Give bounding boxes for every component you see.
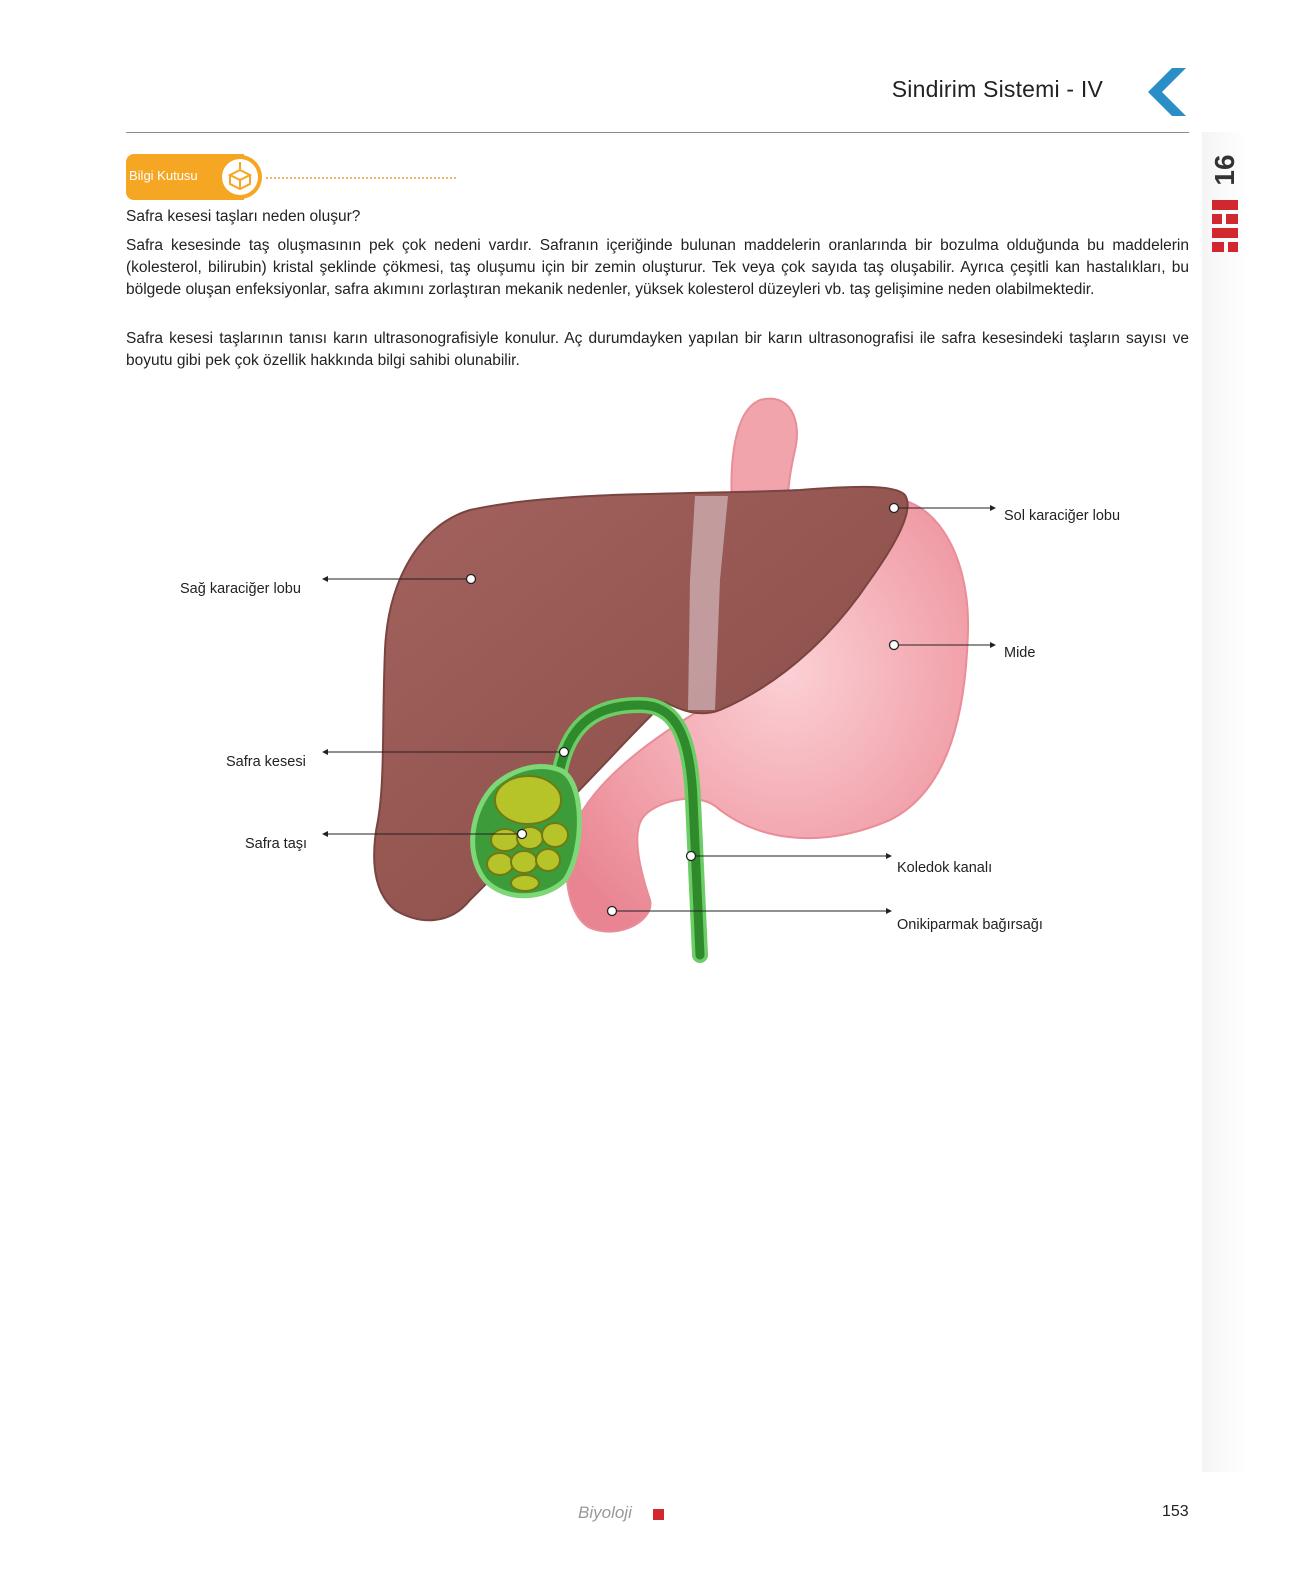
- publisher-logo-icon: [1212, 200, 1238, 252]
- side-tab-number: 16: [1209, 154, 1240, 186]
- label-sag-karaciger: Sağ karaciğer lobu: [180, 581, 301, 597]
- label-safra-kesesi: Safra kesesi: [226, 754, 306, 770]
- label-mide: Mide: [1004, 645, 1036, 661]
- chapter-title: Sindirim Sistemi - IV: [891, 76, 1103, 102]
- paragraph-1: Safra kesesinde taş oluşmasının pek çok nedeni vardır. Safranın içeriğinde bulunan maddelerin oranlarında bir bozulma olduğunda bu maddelerin (kolesterol, bilirubin) kristal şeklinde çökmesi, taş oluşumu için bir zemin oluşturur. Tek veya çok sayıda taş oluşabilir. Ayrıca çeşitli kan hastalıkları, bu bölgede oluşan enfeksiyonlar, safra akımını zorlaştıran mekanik nedenler, yüksek kolesterol düzeyleri vb. taş gelişimine neden olabilmektedir.: [126, 237, 1189, 298]
- chevron-left-icon: [1146, 68, 1190, 116]
- label-onikiparmak: Onikiparmak bağırsağı: [897, 917, 1043, 933]
- paragraph-2: Safra kesesi taşlarının tanısı karın ultrasonografisiyle konulur. Aç durumdayken yapılan bir karın ultrasonografisi ile safra kesesindeki taşların sayısı ve boyutu gibi pek çok özellik hakkında bilgi sahibi olunabilir.: [126, 330, 1189, 369]
- label-safra-tasi: Safra taşı: [245, 836, 308, 852]
- label-sol-karaciger: Sol karaciğer lobu: [1004, 508, 1121, 524]
- question-heading: Safra kesesi taşları neden oluşur?: [126, 208, 361, 225]
- info-box-label: Bilgi Kutusu: [129, 168, 198, 183]
- box-icon: [228, 162, 252, 190]
- header-divider: [126, 132, 1189, 133]
- liver-anatomy-diagram: [0, 380, 1200, 1000]
- page-number: 153: [1162, 1503, 1189, 1520]
- side-tab-strip: [1202, 132, 1248, 1472]
- info-box-tag: [126, 154, 262, 200]
- info-box-dots: [266, 177, 456, 179]
- footer-square-icon: [653, 1509, 664, 1520]
- label-koledok: Koledok kanalı: [897, 860, 993, 876]
- footer-subject: Biyoloji: [578, 1503, 632, 1522]
